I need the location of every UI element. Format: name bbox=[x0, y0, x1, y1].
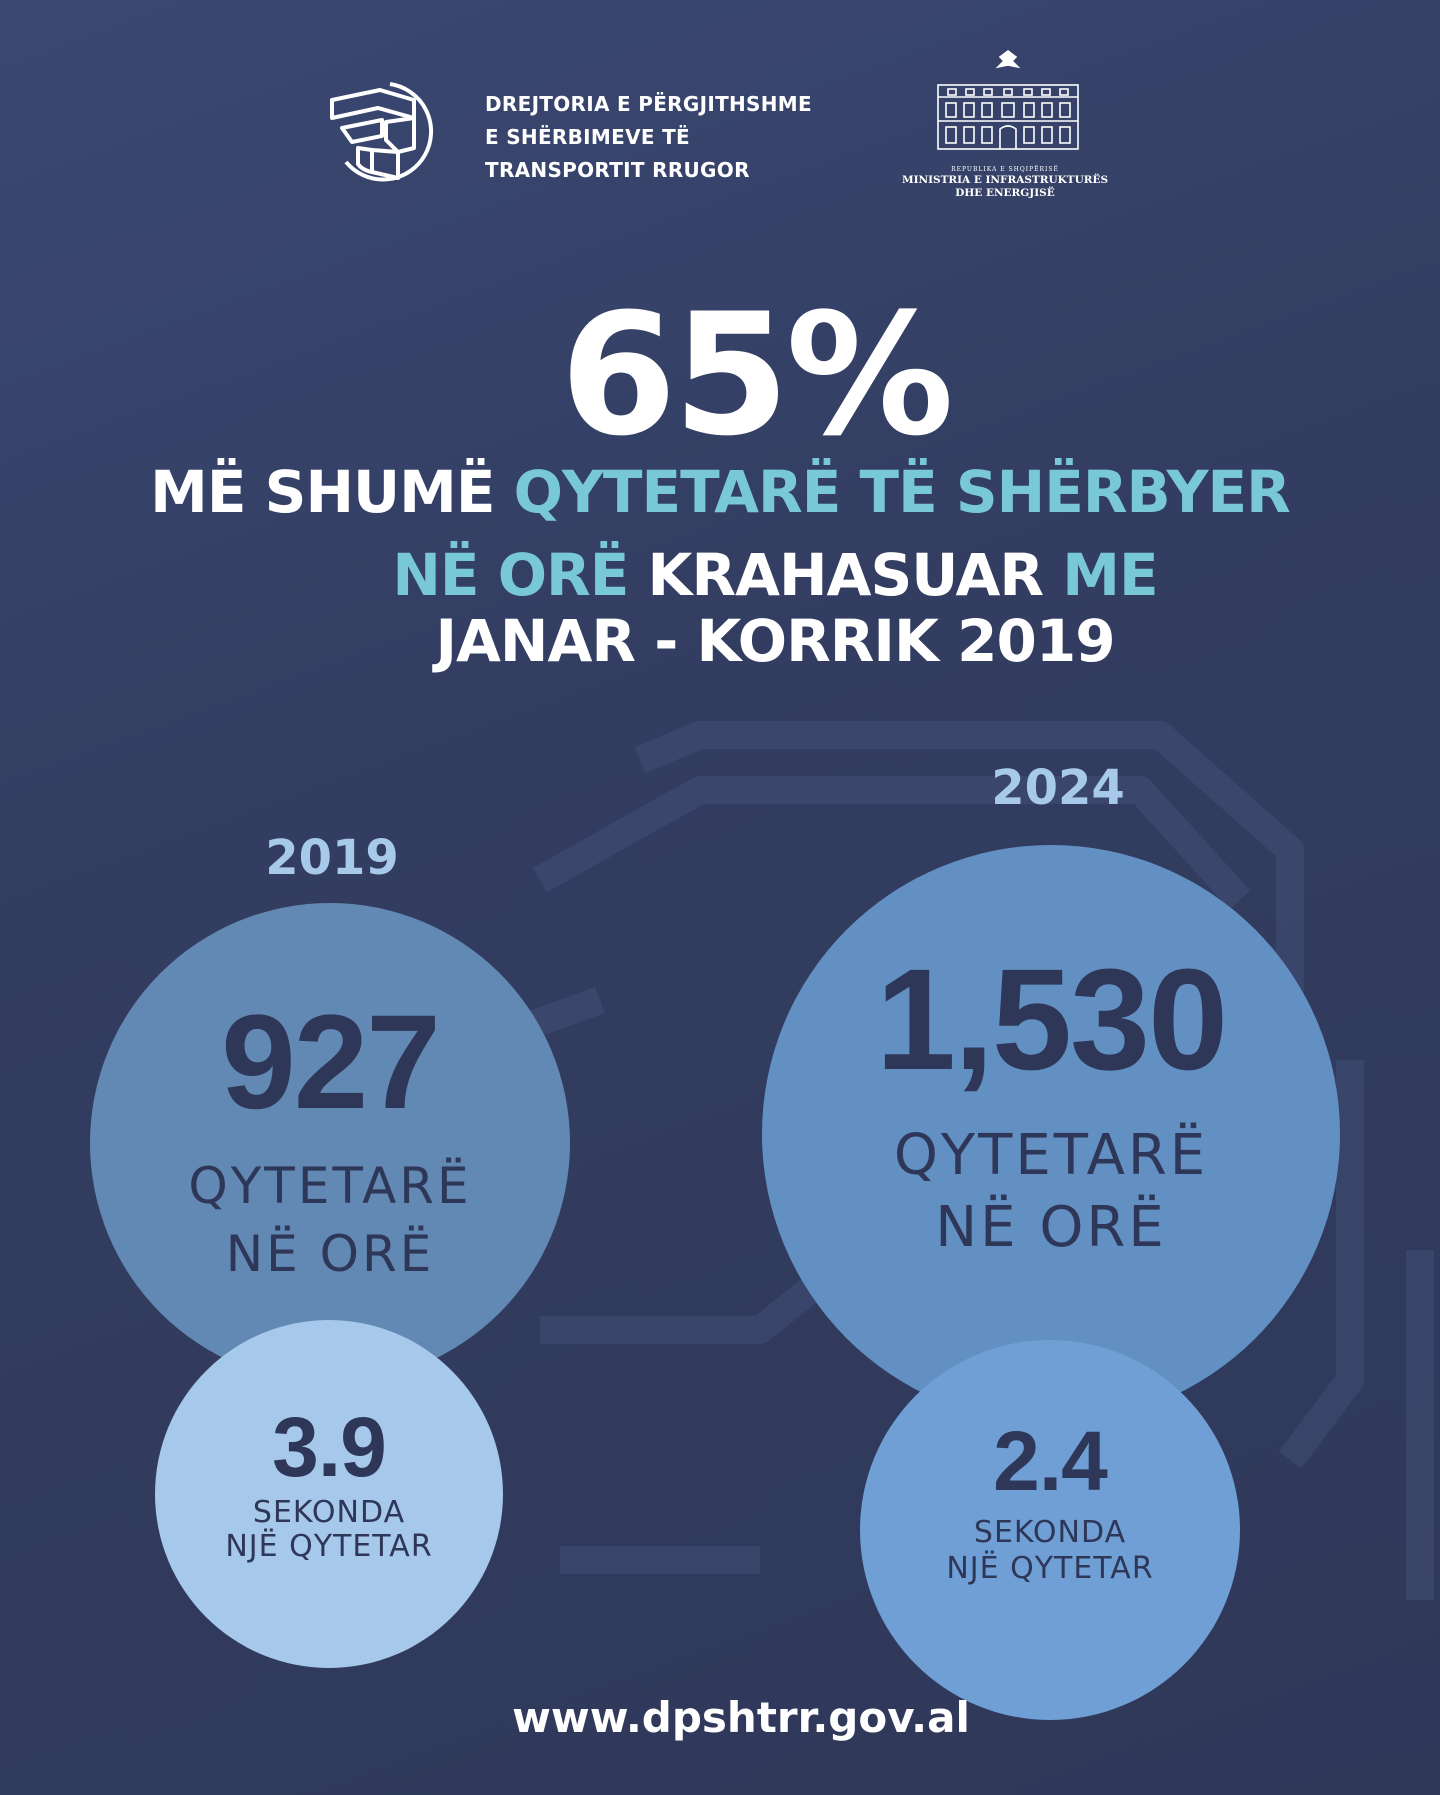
per-hour-2019-unit-1: QYTETARË bbox=[188, 1157, 472, 1215]
headline-line-1-cyan: QYTETARË TË SHËRBYER bbox=[513, 458, 1290, 526]
seconds-2019-unit-2: NJË QYTETAR bbox=[225, 1529, 433, 1564]
seconds-2019-unit-1: SEKONDA bbox=[252, 1495, 406, 1530]
headline-line-1-white: MË SHUMË bbox=[150, 458, 514, 526]
seconds-2024-value: 2.4 bbox=[993, 1414, 1107, 1508]
seconds-2024-unit-1: SEKONDA bbox=[973, 1515, 1127, 1550]
ministry-line-3: DHE ENERGJISË bbox=[955, 187, 1055, 199]
headline-line-2-cyan-a: NË ORË bbox=[392, 541, 648, 609]
per-hour-2024-value: 1,530 bbox=[875, 939, 1227, 1100]
ministry-line-1: REPUBLIKA E SHQIPËRISË bbox=[951, 166, 1059, 173]
headline-line-3: JANAR - KORRIK 2019 bbox=[435, 607, 1115, 675]
headline-line-1 bbox=[0, 456, 1440, 528]
org-name bbox=[485, 88, 812, 187]
circle-2019-per-hour bbox=[90, 903, 570, 1383]
year-2024-label: 2024 bbox=[991, 760, 1125, 816]
org-name-line-3: TRANSPORTIT RRUGOR bbox=[485, 158, 750, 182]
circle-2024-per-hour bbox=[762, 845, 1340, 1423]
ministry-name bbox=[880, 166, 1130, 199]
per-hour-2019-unit-2: NË ORË bbox=[225, 1225, 435, 1283]
headline-percent: 65% bbox=[559, 277, 951, 473]
year-2019-label: 2019 bbox=[265, 830, 399, 886]
per-hour-2019-value: 927 bbox=[221, 988, 439, 1137]
per-hour-2024-unit-1: QYTETARË bbox=[893, 1123, 1209, 1188]
org-name-line-2: E SHËRBIMEVE TË bbox=[485, 125, 690, 149]
headline-line-2-white: KRAHASUAR bbox=[647, 541, 1063, 609]
headline-line-2 bbox=[0, 540, 1440, 610]
ministry-building-logo bbox=[928, 45, 1088, 155]
circle-2024-seconds bbox=[860, 1340, 1240, 1720]
website-link[interactable]: www.dpshtrr.gov.al bbox=[512, 1693, 970, 1742]
ministry-line-2: MINISTRIA E INFRASTRUKTURËS bbox=[901, 174, 1109, 186]
seconds-2024-unit-2: NJË QYTETAR bbox=[946, 1551, 1154, 1586]
circle-2019-seconds bbox=[155, 1320, 503, 1668]
dpshtrr-logo bbox=[328, 78, 438, 188]
seconds-2019-value: 3.9 bbox=[272, 1400, 386, 1494]
org-name-line-1: DREJTORIA E PËRGJITHSHME bbox=[485, 92, 812, 116]
headline-line-2-cyan-b: ME bbox=[1062, 541, 1158, 609]
per-hour-2024-unit-2: NË ORË bbox=[935, 1195, 1167, 1260]
